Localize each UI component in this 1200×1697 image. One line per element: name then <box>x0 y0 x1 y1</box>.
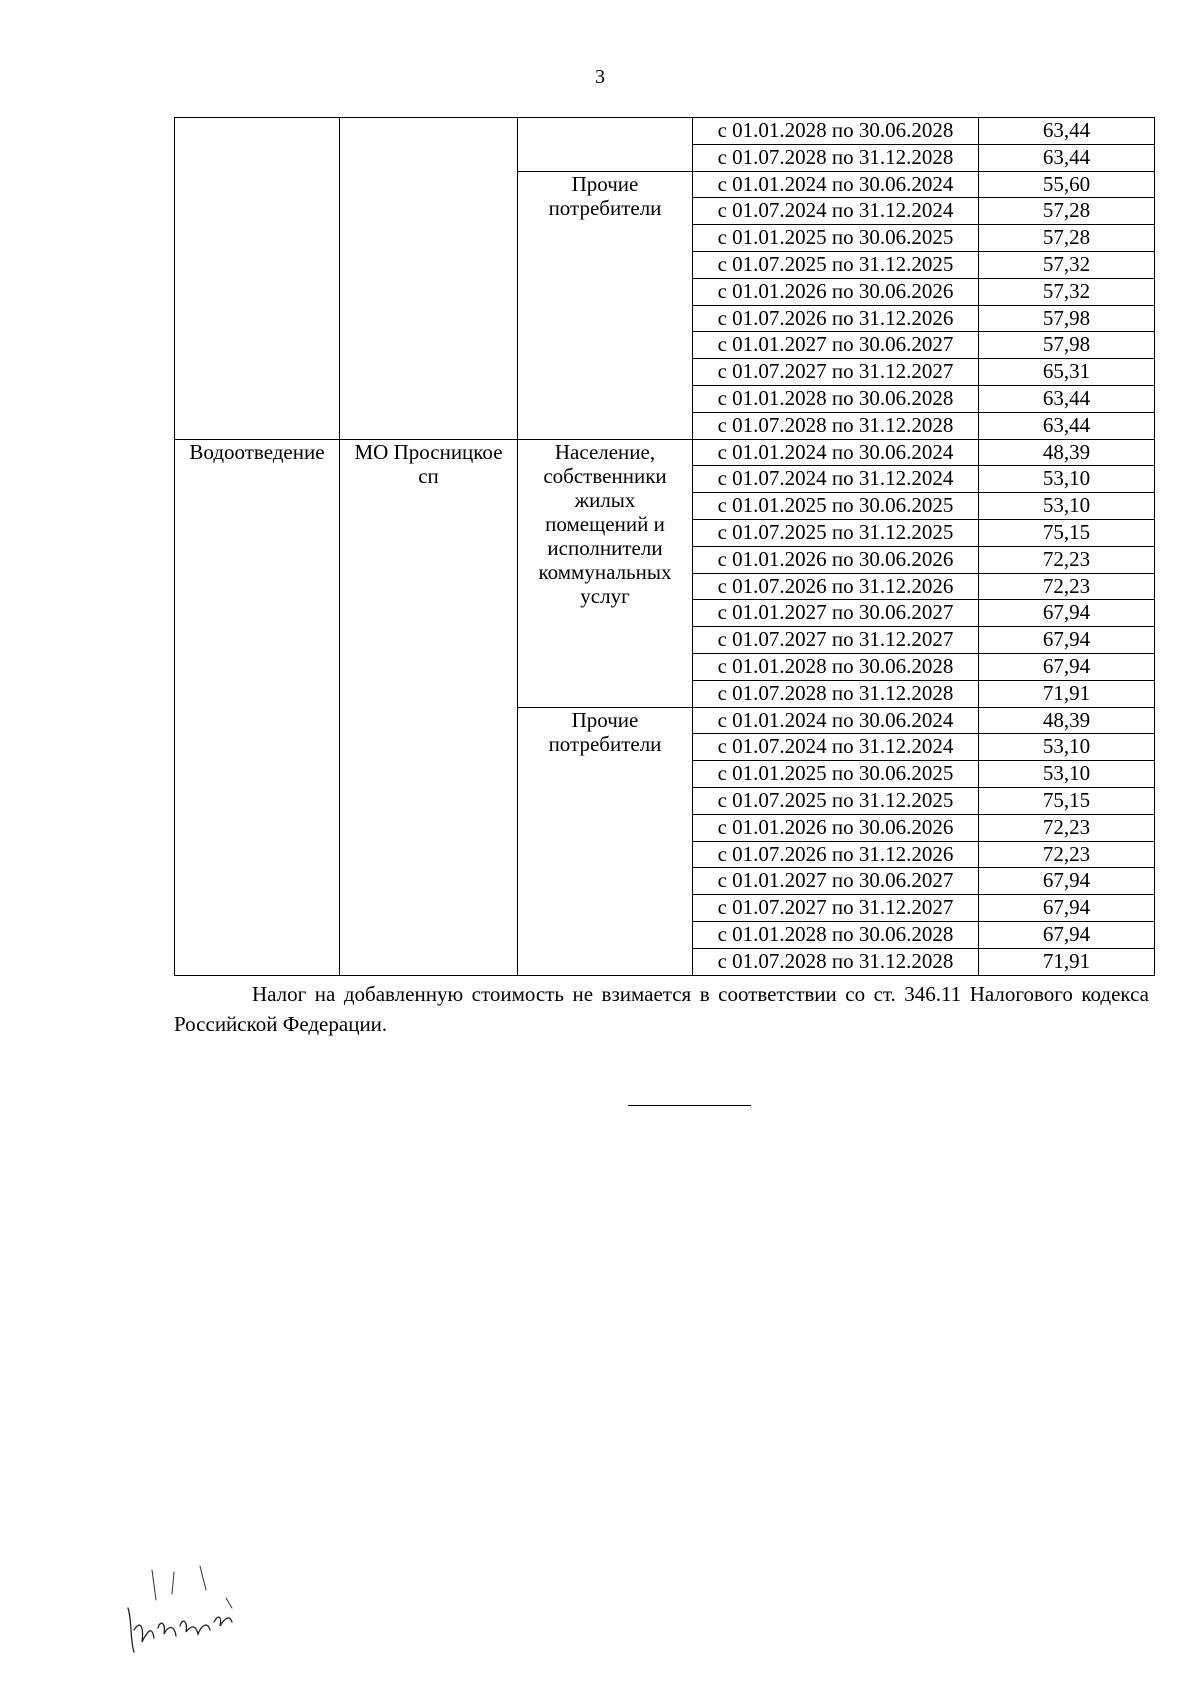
tariff-value-cell: 67,94 <box>979 921 1155 948</box>
tariff-value-cell: 53,10 <box>979 493 1155 520</box>
tariff-value-cell: 53,10 <box>979 761 1155 788</box>
tariff-value-cell: 72,23 <box>979 573 1155 600</box>
period-cell: с 01.01.2026 по 30.06.2026 <box>693 814 979 841</box>
period-cell: с 01.07.2027 по 31.12.2027 <box>693 627 979 654</box>
tariff-table <box>174 117 1155 976</box>
tariff-value-cell: 67,94 <box>979 653 1155 680</box>
tariff-value-cell: 57,98 <box>979 305 1155 332</box>
tariff-value-cell: 57,28 <box>979 225 1155 252</box>
table-row <box>175 439 1155 466</box>
period-cell: с 01.07.2027 по 31.12.2027 <box>693 895 979 922</box>
period-cell: с 01.07.2028 по 31.12.2028 <box>693 144 979 171</box>
tariff-value-cell: 72,23 <box>979 814 1155 841</box>
period-cell: с 01.01.2024 по 30.06.2024 <box>693 707 979 734</box>
period-cell: с 01.01.2024 по 30.06.2024 <box>693 439 979 466</box>
tariff-value-cell: 55,60 <box>979 171 1155 198</box>
period-cell: с 01.01.2028 по 30.06.2028 <box>693 385 979 412</box>
period-cell: с 01.07.2025 по 31.12.2025 <box>693 787 979 814</box>
table-row <box>175 118 1155 145</box>
tariff-value-cell: 65,31 <box>979 359 1155 386</box>
tariff-value-cell: 67,94 <box>979 627 1155 654</box>
period-cell: с 01.07.2025 по 31.12.2025 <box>693 251 979 278</box>
tariff-value-cell: 63,44 <box>979 412 1155 439</box>
consumer-group-cell-text: Прочие потребители <box>548 707 662 756</box>
period-cell: с 01.01.2028 по 30.06.2028 <box>693 653 979 680</box>
period-cell: с 01.07.2027 по 31.12.2027 <box>693 359 979 386</box>
consumer-group-cell <box>518 171 693 439</box>
tariff-value-cell: 53,10 <box>979 734 1155 761</box>
period-cell: с 01.01.2026 по 30.06.2026 <box>693 546 979 573</box>
period-cell: с 01.01.2028 по 30.06.2028 <box>693 118 979 145</box>
handwritten-signature <box>122 1560 262 1660</box>
period-cell: с 01.07.2024 по 31.12.2024 <box>693 734 979 761</box>
tariff-value-cell: 67,94 <box>979 600 1155 627</box>
tariff-value-cell: 63,44 <box>979 118 1155 145</box>
period-cell: с 01.07.2028 по 31.12.2028 <box>693 680 979 707</box>
municipality-cell <box>340 439 518 975</box>
period-cell: с 01.07.2028 по 31.12.2028 <box>693 412 979 439</box>
consumer-group-cell <box>518 707 693 975</box>
tariff-value-cell: 63,44 <box>979 385 1155 412</box>
tariff-value-cell: 48,39 <box>979 439 1155 466</box>
consumer-group-cell <box>518 118 693 172</box>
tariff-value-cell: 72,23 <box>979 546 1155 573</box>
vat-note: Налог на добавленную стоимость не взимается в соответствии со ст. 346.11 Налогового кодекса Российской Федерации. <box>174 982 1149 1036</box>
consumer-group-cell-text: Прочие потребители <box>548 171 662 220</box>
tariff-value-cell: 71,91 <box>979 948 1155 975</box>
tariff-value-cell: 63,44 <box>979 144 1155 171</box>
tariff-value-cell: 57,32 <box>979 278 1155 305</box>
service-cell-text: Водоотведение <box>189 439 325 464</box>
period-cell: с 01.01.2026 по 30.06.2026 <box>693 278 979 305</box>
tariff-value-cell: 53,10 <box>979 466 1155 493</box>
tariff-value-cell: 71,91 <box>979 680 1155 707</box>
service-cell <box>175 439 340 975</box>
tariff-value-cell: 48,39 <box>979 707 1155 734</box>
tariff-value-cell: 75,15 <box>979 519 1155 546</box>
tariff-value-cell: 72,23 <box>979 841 1155 868</box>
municipality-cell <box>340 118 518 440</box>
consumer-group-cell <box>518 439 693 707</box>
period-cell: с 01.01.2027 по 30.06.2027 <box>693 600 979 627</box>
tariff-value-cell: 57,32 <box>979 251 1155 278</box>
period-cell: с 01.07.2024 по 31.12.2024 <box>693 466 979 493</box>
tariff-value-cell: 67,94 <box>979 895 1155 922</box>
period-cell: с 01.07.2025 по 31.12.2025 <box>693 519 979 546</box>
period-cell: с 01.01.2025 по 30.06.2025 <box>693 761 979 788</box>
period-cell: с 01.01.2027 по 30.06.2027 <box>693 332 979 359</box>
period-cell: с 01.07.2026 по 31.12.2026 <box>693 573 979 600</box>
period-cell: с 01.01.2028 по 30.06.2028 <box>693 921 979 948</box>
tariff-value-cell: 67,94 <box>979 868 1155 895</box>
consumer-group-cell-text: Население, собственники жилых помещений и исполнители коммунальных услуг <box>538 439 672 608</box>
period-cell: с 01.01.2027 по 30.06.2027 <box>693 868 979 895</box>
municipality-cell-text: МО Просницкое сп <box>354 439 503 488</box>
period-cell: с 01.07.2024 по 31.12.2024 <box>693 198 979 225</box>
period-cell: с 01.07.2026 по 31.12.2026 <box>693 305 979 332</box>
tariff-value-cell: 57,98 <box>979 332 1155 359</box>
page-number: 3 <box>595 66 605 88</box>
period-cell: с 01.01.2025 по 30.06.2025 <box>693 225 979 252</box>
period-cell: с 01.07.2026 по 31.12.2026 <box>693 841 979 868</box>
tariff-value-cell: 57,28 <box>979 198 1155 225</box>
period-cell: с 01.07.2028 по 31.12.2028 <box>693 948 979 975</box>
period-cell: с 01.01.2025 по 30.06.2025 <box>693 493 979 520</box>
service-cell <box>175 118 340 440</box>
period-cell: с 01.01.2024 по 30.06.2024 <box>693 171 979 198</box>
end-divider <box>628 1105 751 1106</box>
tariff-value-cell: 75,15 <box>979 787 1155 814</box>
